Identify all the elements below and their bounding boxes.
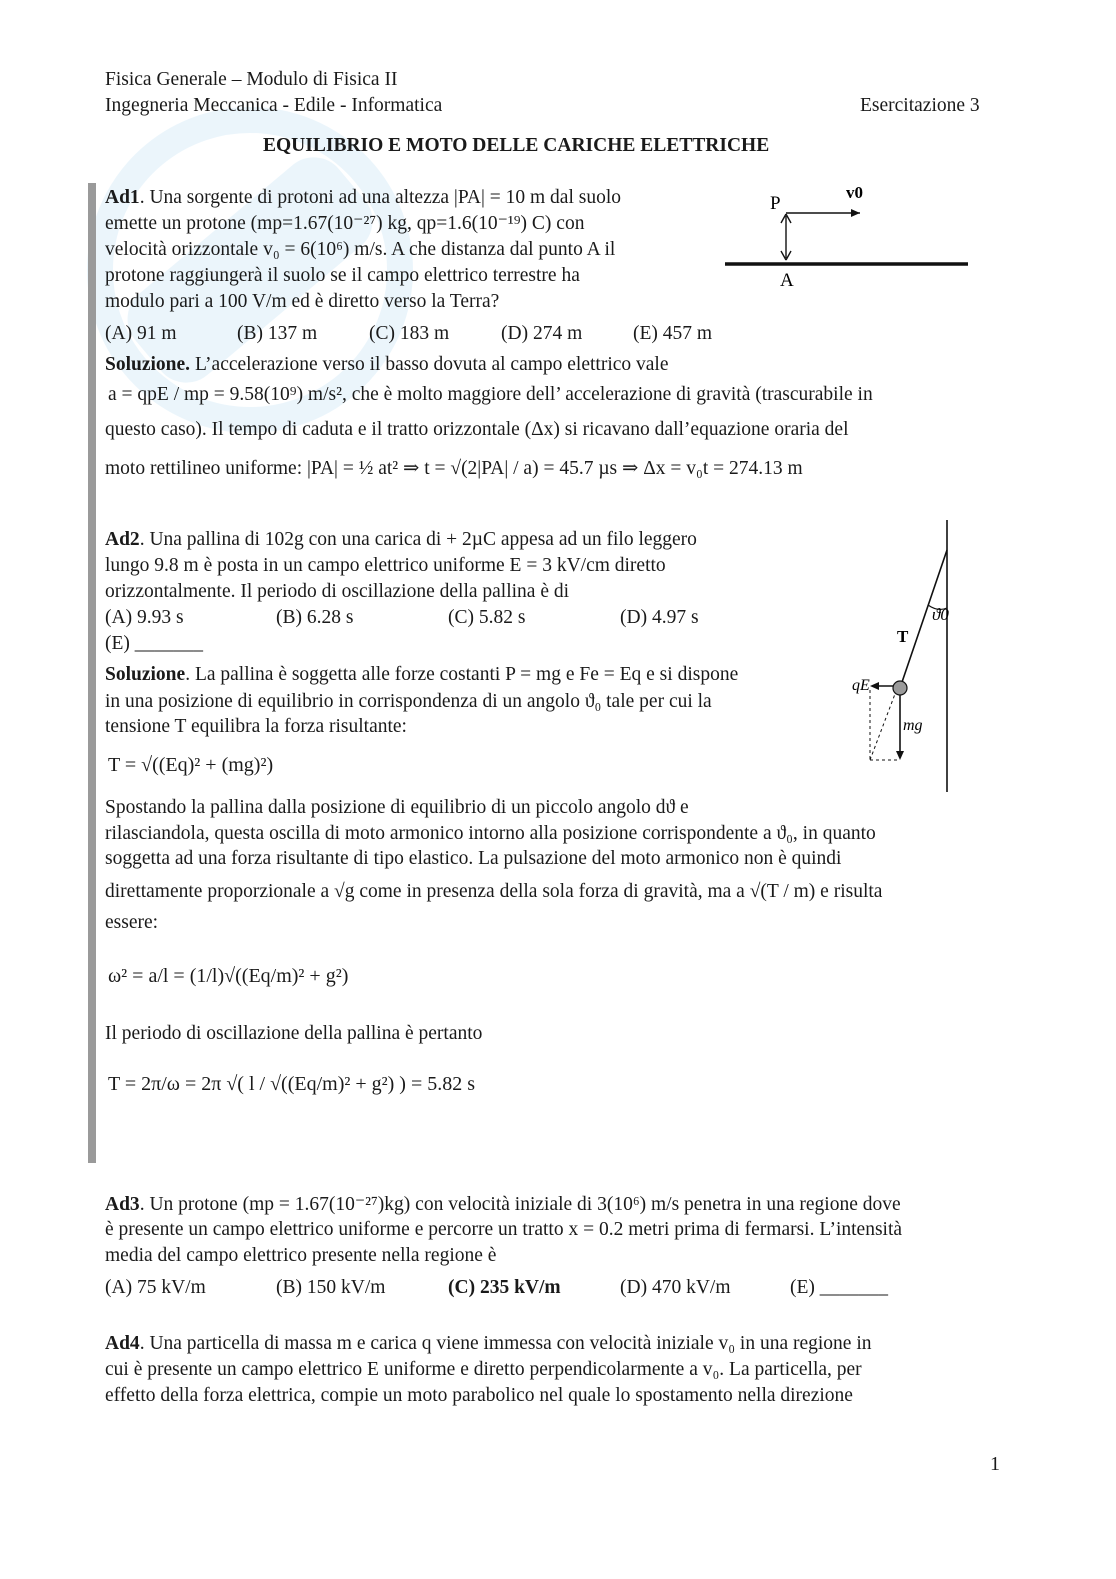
ad3-choice-a: (A) 75 kV/m — [105, 1277, 206, 1298]
ad2-line-2: lungo 9.8 m è posta in un campo elettrico uniforme E = 3 kV/cm diretto — [105, 555, 666, 576]
ad2-para-line-3: soggetta ad una forza risultante di tipo elastico. La pulsazione del moto armonico non è quindi — [105, 848, 842, 869]
course-subtitle: Ingegneria Meccanica - Edile - Informatica — [105, 95, 443, 116]
ad2-line-3: orizzontalmente. Il periodo di oscillazione della pallina è di — [105, 581, 570, 602]
ad1-line-1: Ad1. Una sorgente di protoni ad una altezza |PA| = 10 m dal suolo — [105, 187, 621, 208]
ad2-solution-line-3: tensione T equilibra la forza risultante: — [105, 716, 407, 737]
ad1-line-5: modulo pari a 100 V/m ed è diretto verso la Terra? — [105, 291, 500, 312]
ad1-choice-e: (E) 457 m — [633, 323, 713, 344]
page-title: EQUILIBRIO E MOTO DELLE CARICHE ELETTRICHE — [263, 135, 770, 156]
tension-label: T — [897, 627, 909, 646]
ad1-choice-c: (C) 183 m — [369, 323, 450, 344]
ad2-line-1: Ad2. Una pallina di 102g con una carica di + 2µC appesa ad un filo leggero — [105, 529, 697, 550]
ad1-solution-line-3: questo caso). Il tempo di caduta e il tratto orizzontale (Δx) si ricavano dall’equazione oraria del — [105, 419, 849, 440]
ball — [893, 681, 907, 695]
ad2-para-line-5: essere: — [105, 912, 159, 933]
ad2-choice-b: (B) 6.28 s — [276, 607, 354, 628]
electric-force-arrowhead — [870, 682, 879, 690]
section-bar — [88, 183, 96, 1163]
ad2-choice-c: (C) 5.82 s — [448, 607, 526, 628]
ad4-line-2: cui è presente un campo elettrico E uniforme e diretto perpendicolarmente a v₀. La particella, per — [105, 1359, 862, 1380]
ad3-line-3: media del campo elettrico presente nella regione è — [105, 1245, 497, 1266]
theta-label: ϑ0 — [932, 605, 949, 624]
ad2-para-line-4: direttamente proporzionale a √g come in presenza della sola forza di gravità, ma a √(T / m) e risulta — [105, 881, 883, 902]
point-a-label: A — [780, 270, 794, 291]
page-number: 1 — [990, 1453, 1000, 1475]
ad2-figure — [840, 520, 960, 795]
ad3-choice-e: (E) _______ — [790, 1277, 889, 1298]
ad1-line-3: velocità orizzontale v₀ = 6(10⁶) m/s. A che distanza dal punto A il — [105, 239, 616, 260]
velocity-label: v0 — [846, 183, 863, 202]
ad2-choice-e: (E) _______ — [105, 633, 204, 654]
ad2-period-text: Il periodo di oscillazione della pallina è pertanto — [105, 1023, 483, 1044]
ad2-omega-equation: ω² = a/l = (1/l)√((Eq/m)² + g²) — [108, 965, 349, 987]
ad3-line-2: è presente un campo elettrico uniforme e percorre un tratto x = 0.2 metri prima di fermarsi. L’intensità — [105, 1219, 903, 1240]
ad2-choice-a: (A) 9.93 s — [105, 607, 184, 628]
ad2-tension-equation: T = √((Eq)² + (mg)²) — [108, 754, 274, 776]
ad2-period-equation: T = 2π/ω = 2π √( l / √((Eq/m)² + g²) ) = 5.82 s — [108, 1073, 476, 1095]
ad2-choice-d: (D) 4.97 s — [620, 607, 699, 628]
ad1-solution-line-1: Soluzione. L’accelerazione verso il basso dovuta al campo elettrico vale — [105, 354, 669, 375]
ad3-choice-d: (D) 470 kV/m — [620, 1277, 731, 1298]
ad3-line-1: Ad3. Un protone (mp = 1.67(10⁻²⁷)kg) con velocità iniziale di 3(10⁶) m/s penetra in una regione dove — [105, 1194, 901, 1215]
ad1-line-2: emette un protone (mp=1.67(10⁻²⁷) kg, qp=1.6(10⁻¹⁹) C) con — [105, 213, 585, 234]
dashed-resultant — [870, 694, 895, 760]
ad2-para-line-1: Spostando la pallina dalla posizione di equilibrio di un piccolo angolo dϑ e — [105, 797, 689, 818]
weight-label: mg — [903, 717, 923, 734]
weight-arrowhead — [896, 751, 904, 760]
ad1-choice-a: (A) 91 m — [105, 323, 177, 344]
course-title: Fisica Generale – Modulo di Fisica II — [105, 69, 398, 90]
velocity-arrowhead — [851, 209, 860, 217]
ad3-choice-c: (C) 235 kV/m — [448, 1277, 561, 1298]
ad4-line-1: Ad4. Una particella di massa m e carica q viene immessa con velocità iniziale v₀ in una regione in — [105, 1333, 872, 1354]
ad2-solution-line-1: Soluzione. La pallina è soggetta alle forze costanti P = mg e Fe = Eq e si dispone — [105, 664, 739, 685]
ad1-choice-b: (B) 137 m — [237, 323, 318, 344]
ad4-line-3: effetto della forza elettrica, compie un moto parabolico nel quale lo spostamento nella direzione — [105, 1385, 853, 1406]
ad1-figure — [720, 178, 980, 293]
ad1-solution-line-4: moto rettilineo uniforme: |PA| = ½ at² ⇒ t = √(2|PA| / a) = 45.7 µs ⇒ Δx = v₀t = 274.13 m — [105, 458, 803, 479]
ad1-choice-d: (D) 274 m — [501, 323, 583, 344]
point-p-label: P — [770, 193, 781, 214]
ad2-para-line-2: rilasciandola, questa oscilla di moto armonico intorno alla posizione corrispondente a ϑ₀, in quanto — [105, 823, 876, 844]
ad1-line-4: protone raggiungerà il suolo se il campo elettrico terrestre ha — [105, 265, 580, 286]
ad3-choice-b: (B) 150 kV/m — [276, 1277, 386, 1298]
charge-force-label: qE — [852, 677, 870, 694]
exercise-label: Esercitazione 3 — [860, 95, 980, 116]
ad1-solution-line-2: a = qpE / mp = 9.58(10⁹) m/s², che è molto maggiore dell’ accelerazione di gravità (trascurabile in — [108, 384, 873, 405]
ad2-solution-line-2: in una posizione di equilibrio in corrispondenza di un angolo ϑ₀ tale per cui la — [105, 691, 712, 712]
